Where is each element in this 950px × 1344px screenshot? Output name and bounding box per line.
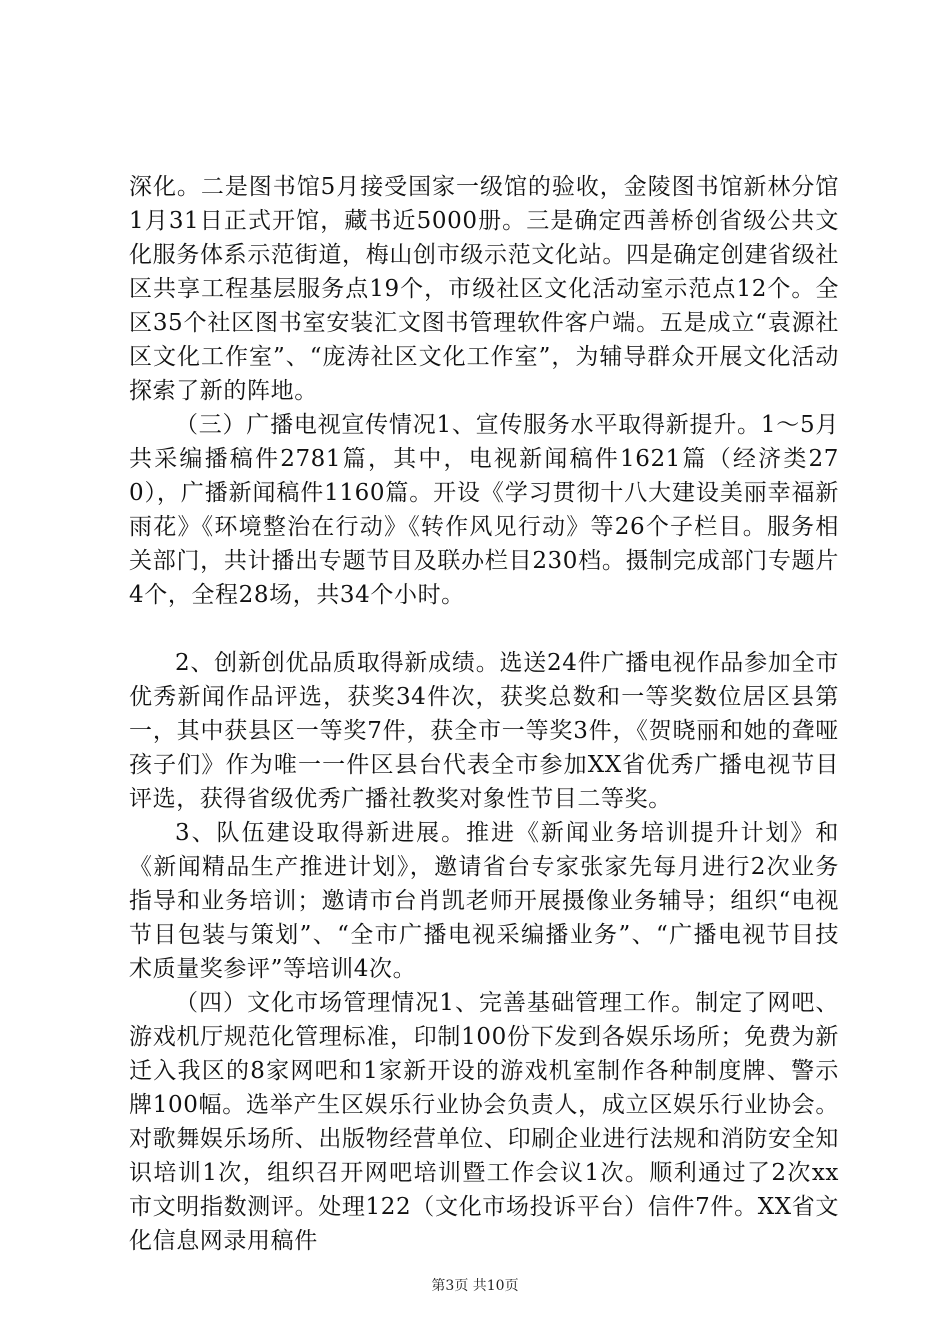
paragraph-1: 深化。二是图书馆5月接受国家一级馆的验收，金陵图书馆新林分馆1月31日正式开馆，藏书近5000册。三是确定西善桥创省级公共文化服务体系示范街道，梅山创市级示范文化站。四是确定创建省级社区共享工程基层服务点19个，市级社区文化活动室示范点12个。全区35个社区图书室安装汇文图书管理软件客户端。五是成立“袁源社区文化工作室”、“庞涛社区文化工作室”，为辅导群众开展文化活动探索了新的阵地。 <box>129 174 839 404</box>
page-number-footer: 第3页 共10页 <box>431 1278 519 1294</box>
paragraph-gap <box>129 612 839 646</box>
document-body <box>129 170 839 1258</box>
paragraph-3: 2、创新创优品质取得新成绩。选送24件广播电视作品参加全市优秀新闻作品评选，获奖34件次，获奖总数和一等奖数位居区县第一，其中获县区一等奖7件，获全市一等奖3件，《贺晓丽和她的聋哑孩子们》作为唯一一件区县台代表全市参加XX省优秀广播电视节目评选，获得省级优秀广播社教奖对象性节目二等奖。 <box>129 650 839 812</box>
paragraph-5: （四）文化市场管理情况1、完善基础管理工作。制定了网吧、游戏机厅规范化管理标准，印制100份下发到各娱乐场所；免费为新迁入我区的8家网吧和1家新开设的游戏机室制作各种制度牌、警示牌100幅。选举产生区娱乐行业协会负责人，成立区娱乐行业协会。对歌舞娱乐场所、出版物经营单位、印刷企业进行法规和消防安全知识培训1次，组织召开网吧培训暨工作会议1次。顺利通过了2次xx市文明指数测评。处理122（文化市场投诉平台）信件7件。XX省文化信息网录用稿件 <box>129 990 839 1254</box>
paragraph-2: （三）广播电视宣传情况1、宣传服务水平取得新提升。1～5月共采编播稿件2781篇，其中，电视新闻稿件1621篇（经济类270），广播新闻稿件1160篇。开设《学习贯彻十八大建设美丽幸福新雨花》《环境整治在行动》《转作风见行动》等26个子栏目。服务相关部门，共计播出专题节目及联办栏目230档。摄制完成部门专题片4个，全程28场，共34个小时。 <box>129 412 839 608</box>
paragraph-4: 3、队伍建设取得新进展。推进《新闻业务培训提升计划》和《新闻精品生产推进计划》，邀请省台专家张家先每月进行2次业务指导和业务培训；邀请市台肖凯老师开展摄像业务辅导；组织“电视节目包装与策划”、“全市广播电视采编播业务”、“广播电视节目技术质量奖参评”等培训4次。 <box>129 820 839 982</box>
